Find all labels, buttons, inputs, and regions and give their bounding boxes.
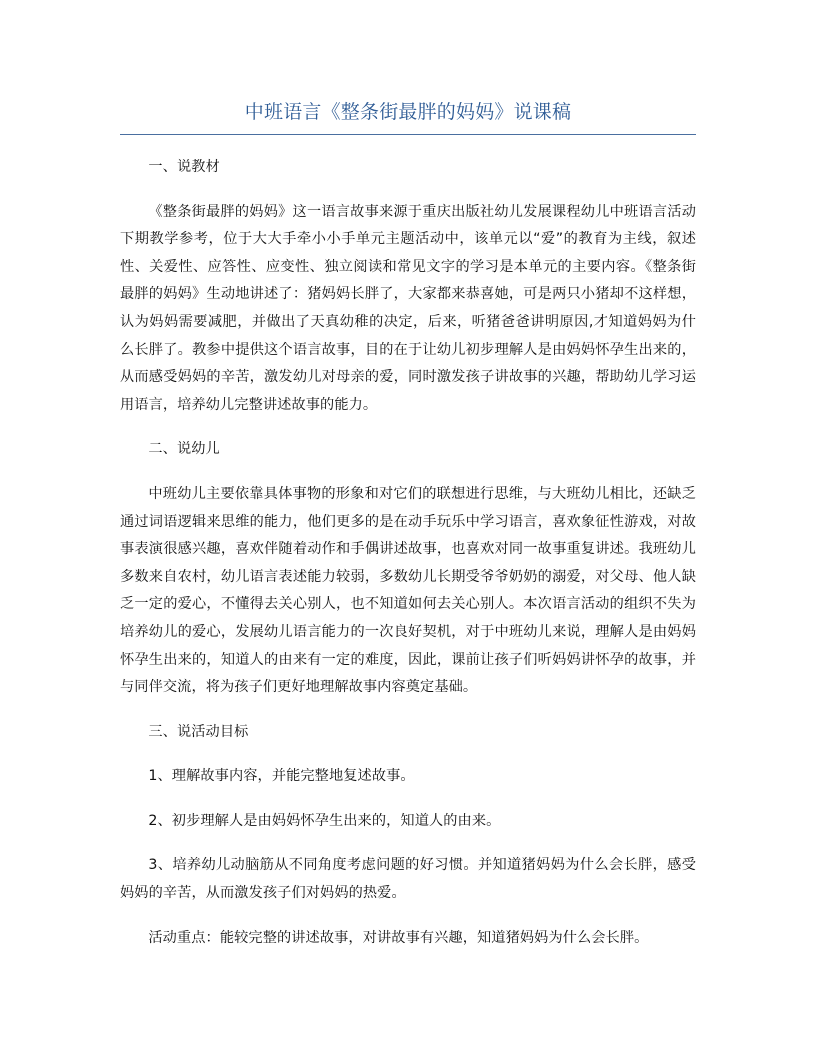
paragraph-children: 中班幼儿主要依靠具体事物的形象和对它们的联想进行思维，与大班幼儿相比，还缺乏通过词语逻辑来思维的能力，他们更多的是在动手玩乐中学习语言，喜欢象征性游戏，对故事表演很感兴趣，喜欢伴随着动作和手偶讲述故事，也喜欢对同一故事重复讲述。我班幼儿多数来自农村，幼儿语言表述能力较弱，多数幼儿长期受爷爷奶奶的溺爱，对父母、他人缺乏一定的爱心，不懂得去关心别人，也不知道如何去关心别人。本次语言活动的组织不失为培养幼儿的爱心，发展幼儿语言能力的一次良好契机，对于中班幼儿来说，理解人是由妈妈怀孕生出来的，知道人的由来有一定的难度，因此，课前让孩子们听妈妈讲怀孕的故事，并与同伴交流，将为孩子们更好地理解故事内容奠定基础。 <box>120 485 696 696</box>
activity-focus: 活动重点：能较完整的讲述故事，对讲故事有兴趣，知道猪妈妈为什么会长胖。 <box>148 929 649 946</box>
section-heading-textbook: 一、说教材 <box>148 159 220 175</box>
title-underline <box>120 134 696 135</box>
goal-item-3: 3、培养幼儿动脑筋从不同角度考虑问题的好习惯。并知道猪妈妈为什么会长胖，感受妈妈的辛苦，从而激发孩子们对妈妈的热爱。 <box>120 857 696 902</box>
section-heading-goals: 三、说活动目标 <box>148 723 249 740</box>
section-heading-children: 二、说幼儿 <box>148 441 220 458</box>
goal-item-1: 1、理解故事内容，并能完整地复述故事。 <box>148 768 415 785</box>
document-title: 中班语言《整条街最胖的妈妈》说课稿 <box>244 101 572 123</box>
goal-item-2: 2、初步理解人是由妈妈怀孕生出来的，知道人的由来。 <box>148 812 501 829</box>
document-body <box>120 154 696 952</box>
paragraph-textbook: 《整条街最胖的妈妈》这一语言故事来源于重庆出版社幼儿发展课程幼儿中班语言活动下期教学参考，位于大大手牵小小手单元主题活动中，该单元以“爱”的教育为主线，叙述性、关爱性、应答性、应变性、独立阅读和常见文字的学习是本单元的主要内容。《整条街最胖的妈妈》生动地讲述了：猪妈妈长胖了，大家都来恭喜她，可是两只小猪却不这样想，认为妈妈需要减肥，并做出了天真幼稚的决定，后来，听猪爸爸讲明原因,才知道妈妈为什么长胖了。教参中提供这个语言故事，目的在于让幼儿初步理解人是由妈妈怀孕生出来的，从而感受妈妈的辛苦，激发幼儿对母亲的爱，同时激发孩子讲故事的兴趣，帮助幼儿学习运用语言，培养幼儿完整讲述故事的能力。 <box>120 203 696 413</box>
